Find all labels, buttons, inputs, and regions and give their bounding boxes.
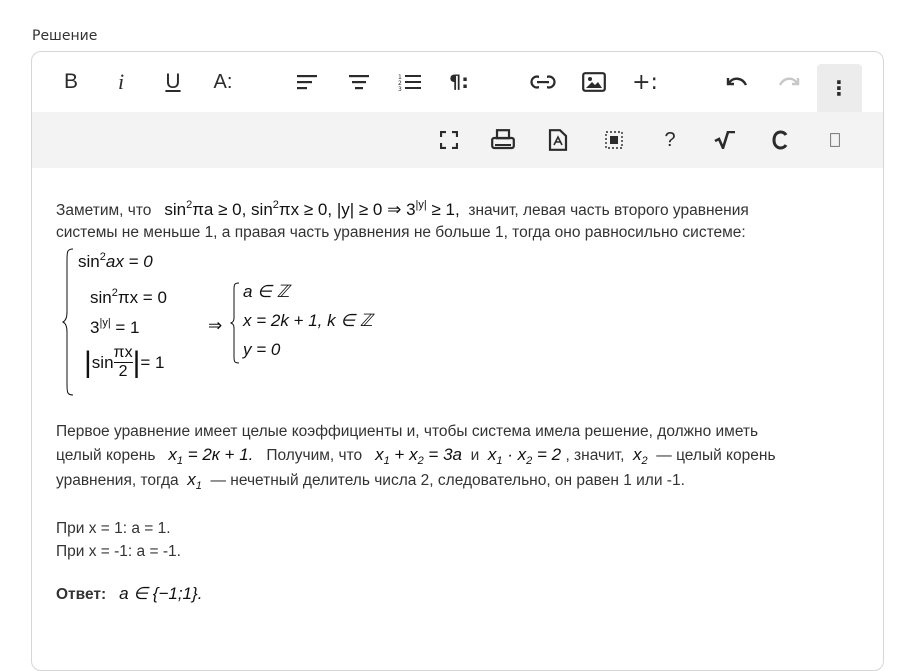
case-line-1: При x = 1: a = 1. bbox=[56, 520, 171, 537]
select-all-icon bbox=[605, 131, 623, 149]
image-icon bbox=[582, 72, 606, 92]
print-icon bbox=[491, 129, 515, 151]
case-line-2: При x = -1: a = -1. bbox=[56, 543, 181, 560]
svg-text:1: 1 bbox=[398, 74, 402, 81]
export-pdf-button[interactable] bbox=[541, 123, 575, 157]
more-vertical-icon: ⋮ bbox=[829, 76, 849, 100]
empty-square-icon bbox=[830, 133, 840, 147]
text-line-2: системы не меньше 1, а правая часть уравнения не больше 1, тогда оно равносильно системе: bbox=[56, 224, 746, 241]
left-brace bbox=[62, 248, 74, 396]
print-button[interactable] bbox=[486, 123, 520, 157]
placeholder-button[interactable] bbox=[818, 123, 852, 157]
align-center-icon bbox=[348, 74, 370, 90]
numbered-list-button[interactable] bbox=[393, 65, 427, 99]
redo-icon bbox=[777, 74, 801, 90]
c-letter-icon bbox=[771, 130, 789, 150]
image-button[interactable] bbox=[577, 65, 611, 99]
text-line-1: Заметим, что $\sin^2\pi a \ge 0$, $\sin^2\pi x \ge 0$, |y| ≥ 0 ⇒ $3^{|y|} \ge 1$, значит, левая часть второго уравнения bbox=[56, 199, 749, 219]
redo-button[interactable] bbox=[772, 65, 806, 99]
italic-button[interactable]: i bbox=[117, 69, 125, 94]
formula-button[interactable] bbox=[708, 123, 742, 157]
clear-format-button[interactable] bbox=[763, 123, 797, 157]
link-icon bbox=[530, 75, 556, 89]
font-size-button[interactable]: A: bbox=[213, 70, 233, 93]
undo-icon bbox=[725, 74, 749, 90]
select-all-button[interactable] bbox=[597, 123, 631, 157]
right-system-brace bbox=[230, 282, 240, 364]
numbered-list-icon bbox=[398, 73, 422, 91]
paragraph-button[interactable]: ¶: bbox=[449, 71, 469, 93]
align-center-button[interactable] bbox=[342, 65, 376, 99]
rich-text-editor bbox=[31, 51, 884, 671]
help-button[interactable] bbox=[653, 123, 687, 157]
fullscreen-icon bbox=[440, 131, 458, 149]
toolbar-primary bbox=[32, 52, 883, 112]
help-icon: ? bbox=[664, 128, 676, 151]
link-button[interactable] bbox=[526, 65, 560, 99]
square-root-icon bbox=[714, 131, 736, 149]
text-line-4: целый корень $x_1 = 2к + 1$. Получим, что $x_1 + x_2 = 3a$ и $x_1 \cdot x_2 = 2$ , значит, $x_2$ — целый корень bbox=[56, 445, 776, 467]
align-left-icon bbox=[296, 74, 318, 90]
more-options-button[interactable] bbox=[822, 71, 856, 105]
align-left-button[interactable] bbox=[290, 65, 324, 99]
text-line-3: Первое уравнение имеет целые коэффициенты и, чтобы система имела решение, должно иметь bbox=[56, 423, 759, 440]
answer-line: Ответ: a ∈ {−1;1}. bbox=[56, 584, 203, 603]
toolbar-secondary bbox=[32, 112, 883, 168]
svg-text:2: 2 bbox=[398, 80, 402, 87]
pdf-icon bbox=[548, 129, 568, 151]
fullscreen-button[interactable] bbox=[432, 123, 466, 157]
equation-system: $\sin^2ax = 0$ $\sin^2\pi x = 0$ $3^{|y|} = 1$ | sin $\frac{\pi x}{2}$ | = 1 ⇒ a ∈ ℤ x = 2k + 1, k ∈ ℤ y = 0 bbox=[62, 248, 392, 398]
text-line-5: уравнения, тогда $x_1$ — нечетный делитель числа 2, следовательно, он равен 1 или -1. bbox=[56, 470, 685, 492]
field-label: Решение bbox=[32, 28, 98, 44]
inline-math: $\sin^2\pi a \ge 0$, $\sin^2\pi x \ge 0$, |y| ≥ 0 ⇒ $3^{|y|} \ge 1$, bbox=[164, 199, 460, 219]
undo-button[interactable] bbox=[720, 65, 754, 99]
bold-button[interactable]: B bbox=[63, 70, 78, 93]
svg-text:3: 3 bbox=[398, 86, 402, 91]
insert-button[interactable]: +: bbox=[632, 69, 658, 95]
underline-button[interactable]: U bbox=[165, 70, 181, 93]
